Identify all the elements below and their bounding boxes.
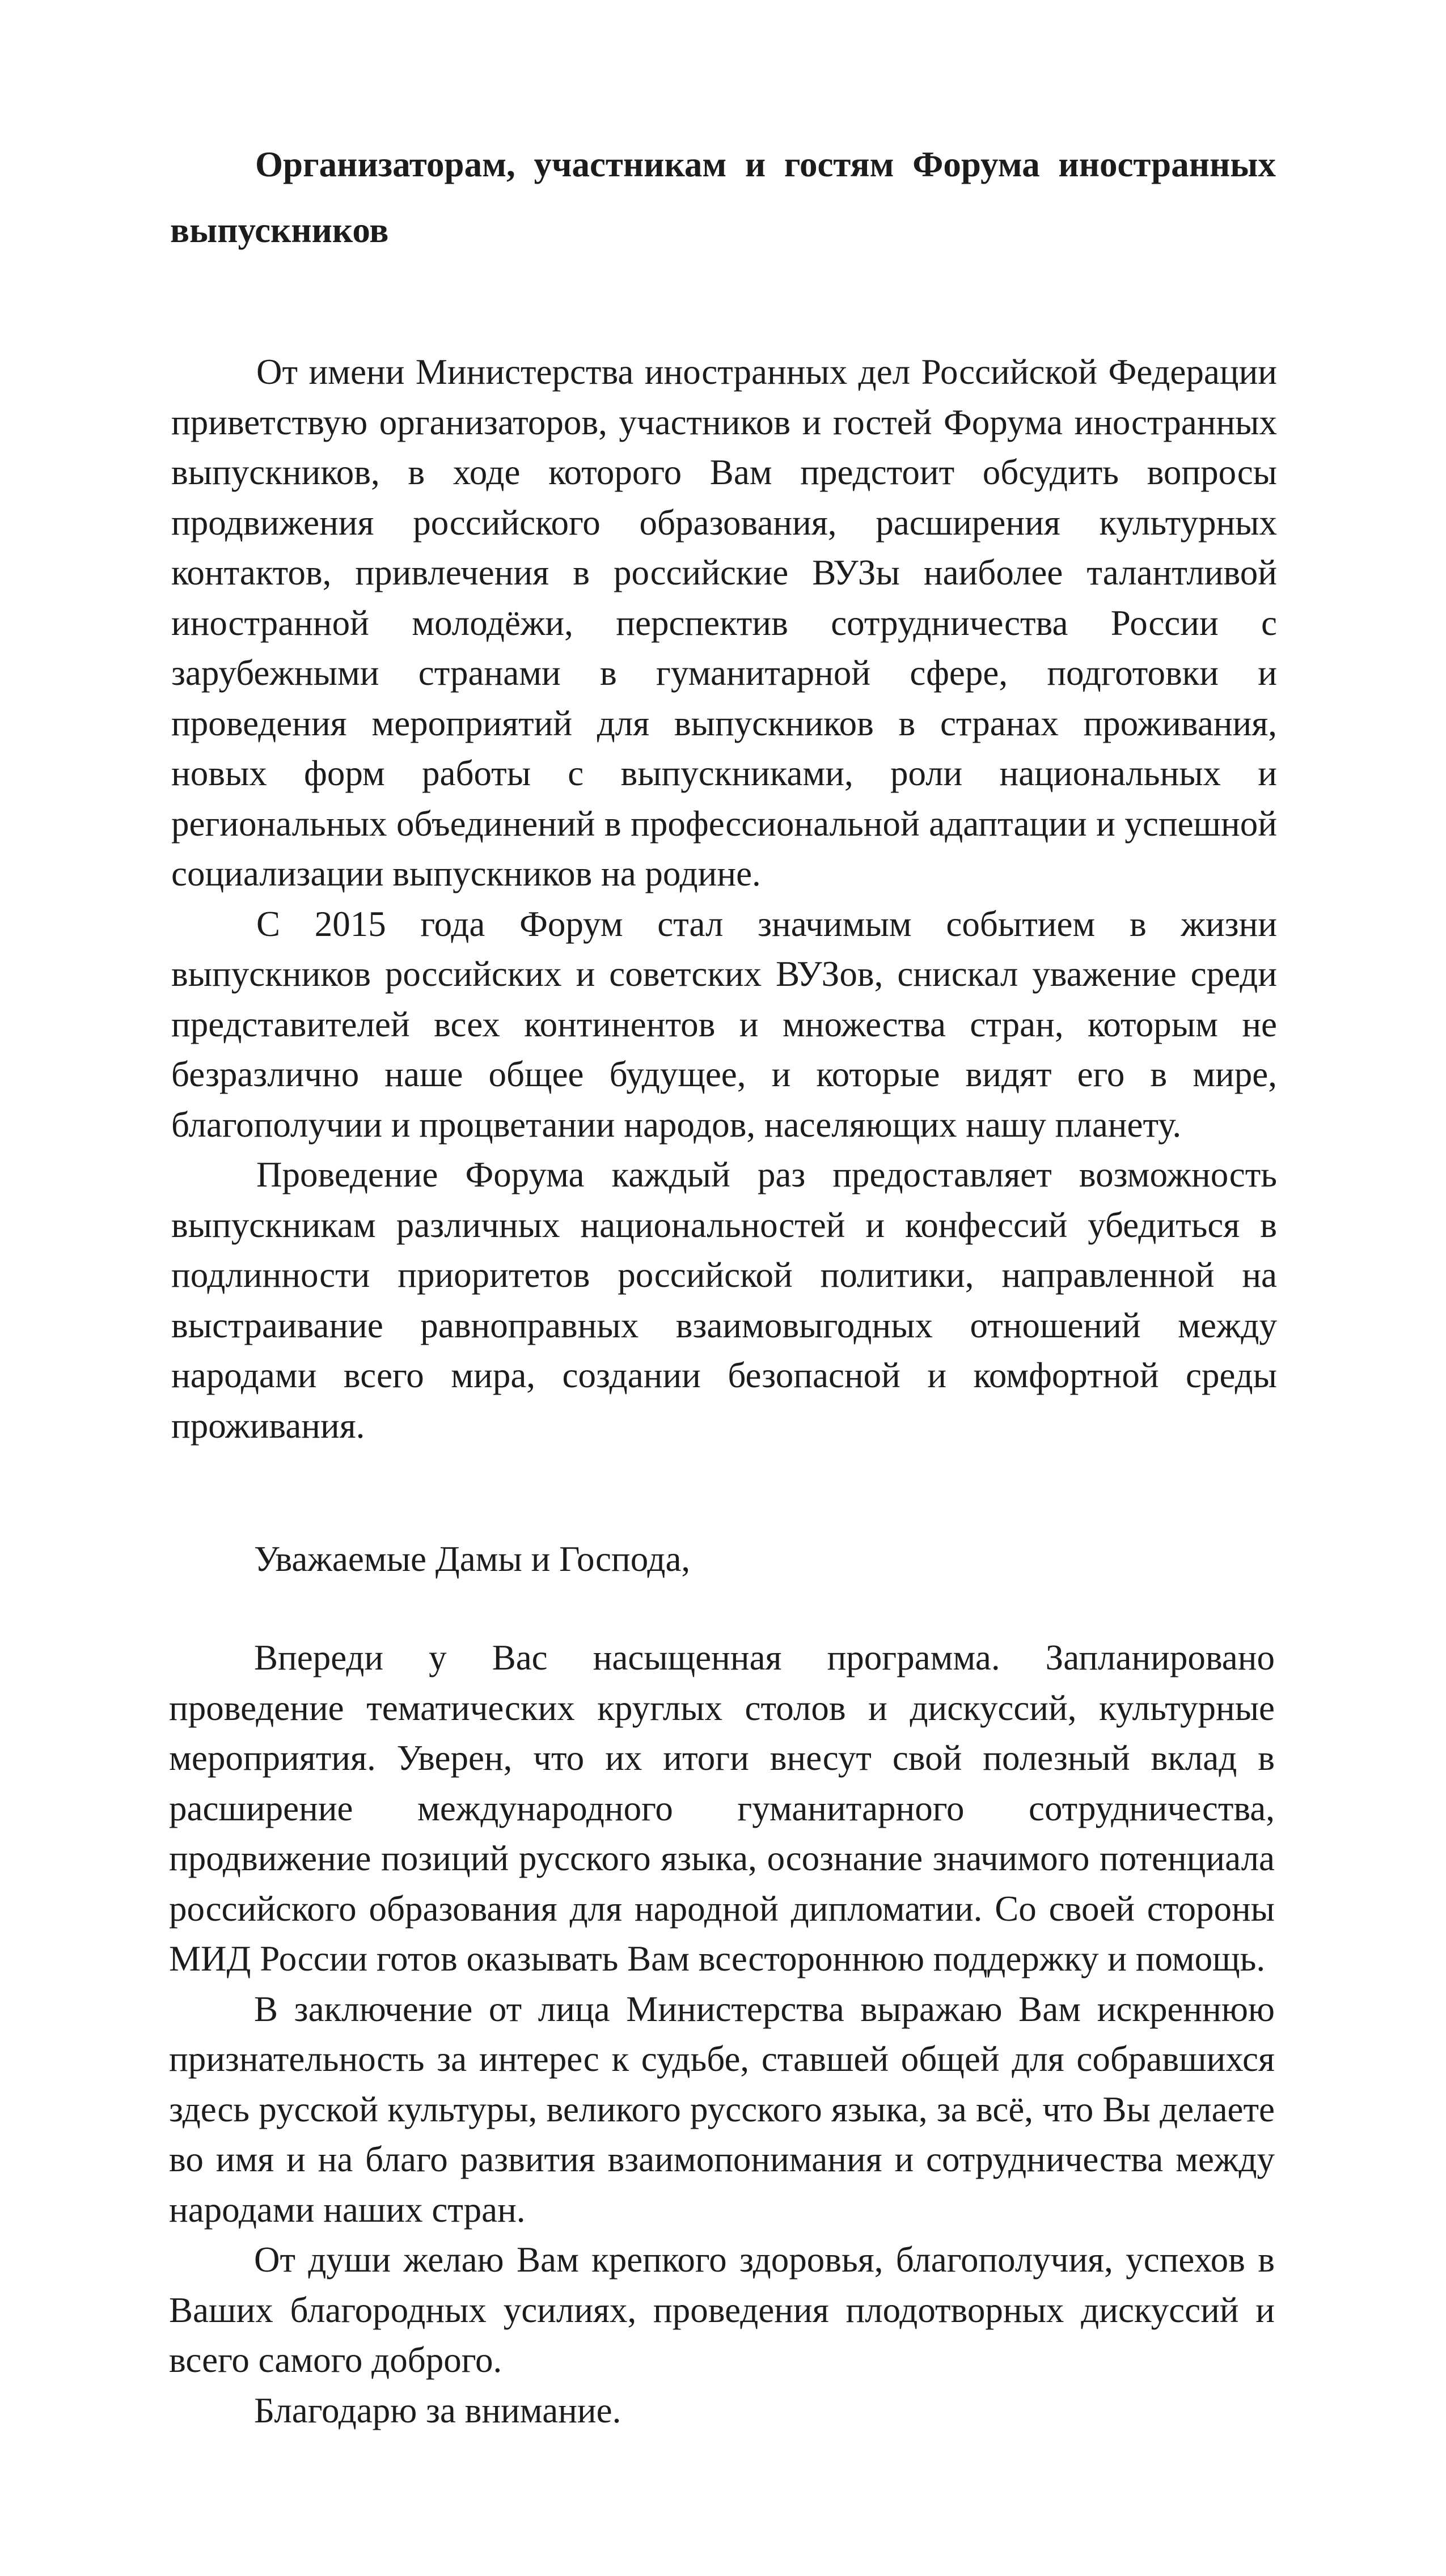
letter-body-part-2 bbox=[169, 1633, 1275, 2435]
document-title: Организаторам, участникам и гостям Форума иностранных выпускников bbox=[170, 145, 1276, 250]
paragraph-closing: Благодарю за внимание. bbox=[254, 2390, 621, 2430]
salutation: Уважаемые Дамы и Господа, bbox=[254, 1539, 691, 1579]
paragraph-gratitude: В заключение от лица Министерства выражаю Вам искреннюю признательность за интерес к судьбе, ставшей общей для собравшихся здесь русской культуры, великого русского языка, за всё, что Вы делаете во имя и на благо развития взаимопонимания и сотрудничества между народами наших стран. bbox=[169, 1989, 1275, 2230]
paragraph-forum-purpose: Проведение Форума каждый раз предоставляет возможность выпускникам различных национальностей и конфессий убедиться в подлинности приоритетов российской политики, направленной на выстраивание равноправных взаимовыгодных отношений между народами всего мира, создании безопасной и комфортной среды проживания. bbox=[171, 1155, 1277, 1446]
paragraph-greeting: От имени Министерства иностранных дел Российской Федерации приветствую организаторов, участников и гостей Форума иностранных выпускников, в ходе которого Вам предстоит обсудить вопросы продвижения российского образования, расширения культурных контактов, привлечения в российские ВУЗы наиболее талантливой иностранной молодёжи, перспектив сотрудничества России с зарубежными странами в гуманитарной сфере, подготовки и проведения мероприятий для выпускников в странах проживания, новых форм работы с выпускниками, роли национальных и региональных объединений в профессиональной адаптации и успешной социализации выпускников на родине. bbox=[171, 352, 1277, 893]
paragraph-forum-history: С 2015 года Форум стал значимым событием в жизни выпускников российских и советских ВУЗов, снискал уважение среди представителей всех континентов и множества стран, которым не безразлично наше общее будущее, и которые видят его в мире, благополучии и процветании народов, населяющих нашу планету. bbox=[171, 904, 1277, 1145]
paragraph-program: Впереди у Вас насыщенная программа. Запланировано проведение тематических круглых столов и дискуссий, культурные мероприятия. Уверен, что их итоги внесут свой полезный вклад в расширение международного гуманитарного сотрудничества, продвижение позиций русского языка, осознание значимого потенциала российского образования для народной дипломатии. Со своей стороны МИД России готов оказывать Вам всестороннюю поддержку и помощь. bbox=[169, 1638, 1275, 1978]
paragraph-wishes: От души желаю Вам крепкого здоровья, благополучия, успехов в Ваших благородных усилиях, проведения плодотворных дискуссий и всего самого доброго. bbox=[169, 2240, 1275, 2380]
letter-body-part-1 bbox=[171, 347, 1277, 1451]
